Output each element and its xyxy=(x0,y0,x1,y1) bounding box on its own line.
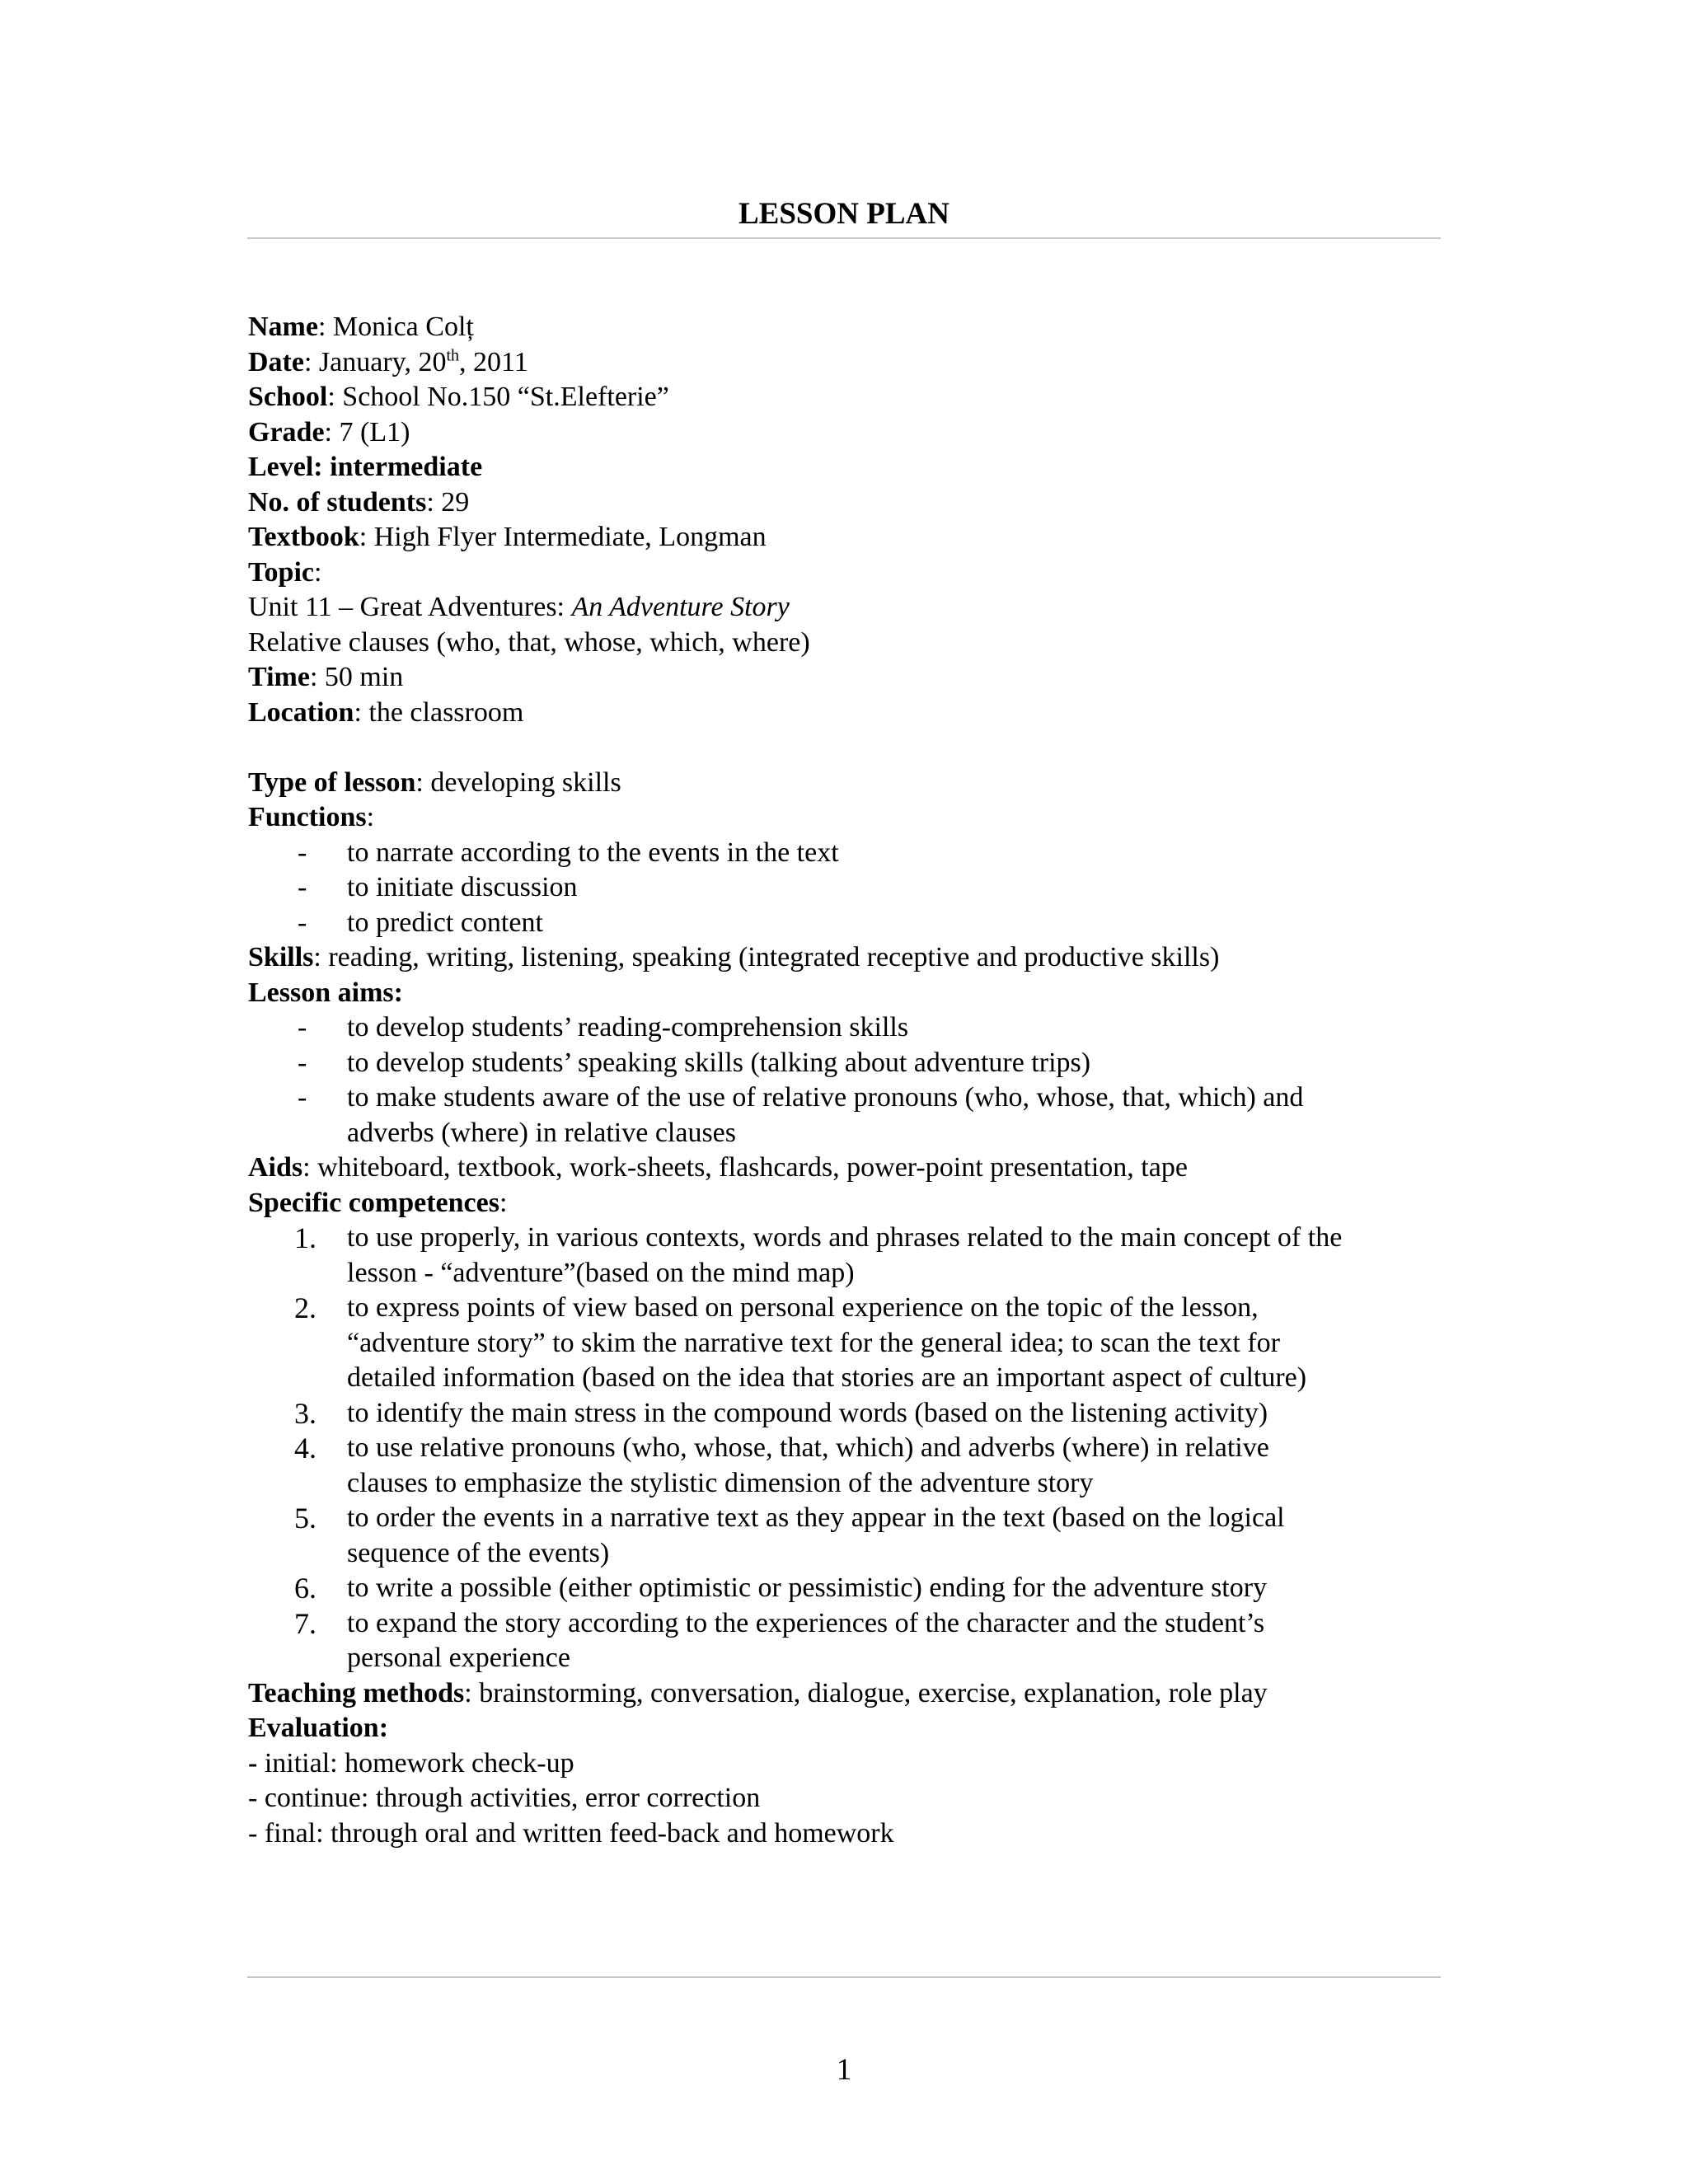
field-date xyxy=(248,345,1443,381)
competence-text: detailed information (based on the idea that stories are an important aspect of culture) xyxy=(347,1362,1307,1393)
competence-item xyxy=(248,1606,1443,1676)
topic-story-title: An Adventure Story xyxy=(571,592,790,622)
field-value: : 7 (L1) xyxy=(324,416,410,448)
bullet-dash: - xyxy=(298,872,307,902)
field-type-of-lesson xyxy=(248,766,1443,801)
list-item-text: to develop students’ reading-comprehension skills xyxy=(347,1012,909,1043)
field-level xyxy=(248,450,1443,485)
field-label: Textbook xyxy=(248,522,359,552)
field-name xyxy=(248,310,1443,345)
page-number: 1 xyxy=(836,2053,852,2087)
competence-text: clauses to emphasize the stylistic dimension of the adventure story xyxy=(347,1467,1094,1498)
competence-text: lesson - “adventure”(based on the mind map) xyxy=(347,1257,855,1288)
topic-text: Relative clauses (who, that, whose, which, where) xyxy=(248,626,810,658)
field-location xyxy=(248,696,1443,731)
competence-text: to use relative pronouns (who, whose, that, which) and adverbs (where) in relative xyxy=(347,1432,1269,1463)
topic-line xyxy=(248,626,1443,661)
field-value: : Monica Colț xyxy=(317,312,474,342)
header-divider xyxy=(247,237,1441,239)
field-label: Lesson aims: xyxy=(248,977,403,1008)
competence-number: 7. xyxy=(294,1606,316,1640)
list-item xyxy=(248,1010,1443,1046)
field-value: : 29 xyxy=(426,486,470,518)
competence-number: 5. xyxy=(294,1502,316,1535)
field-value: : developing skills xyxy=(415,766,621,798)
field-colon: : xyxy=(366,802,375,832)
field-skills xyxy=(248,940,1443,976)
field-students xyxy=(248,485,1443,521)
competence-text: to identify the main stress in the compound words (based on the listening activity) xyxy=(347,1397,1268,1428)
competence-number: 3. xyxy=(294,1396,316,1430)
competence-text: sequence of the events) xyxy=(347,1537,610,1568)
competence-number: 6. xyxy=(294,1572,316,1605)
competence-text: to express points of view based on personal experience on the topic of the lesson, xyxy=(347,1292,1259,1323)
field-value: : whiteboard, textbook, work-sheets, flashcards, power-point presentation, tape xyxy=(302,1152,1188,1183)
evaluation-line xyxy=(248,1746,1443,1782)
list-item xyxy=(248,906,1443,941)
competence-item xyxy=(248,1291,1443,1396)
competence-text: to order the events in a narrative text as they appear in the text (based on the logical xyxy=(347,1502,1285,1533)
competence-text: to expand the story according to the experiences of the character and the student’s xyxy=(347,1607,1265,1638)
field-label: Teaching methods xyxy=(248,1677,465,1708)
field-label: School xyxy=(248,382,328,412)
field-competences xyxy=(248,1186,1443,1221)
field-grade xyxy=(248,415,1443,451)
list-item-text: adverbs (where) in relative clauses xyxy=(347,1117,736,1148)
field-value: , 2011 xyxy=(459,346,528,377)
list-item-text: to narrate according to the events in the text xyxy=(347,837,839,868)
topic-text: Unit 11 – Great Adventures: xyxy=(248,592,572,622)
field-functions xyxy=(248,800,1443,836)
field-value: : January, 20 xyxy=(303,346,447,377)
evaluation-dash: - xyxy=(248,1747,258,1779)
competence-item xyxy=(248,1501,1443,1571)
field-label: Date xyxy=(248,346,304,377)
list-item xyxy=(248,836,1443,871)
list-item-text: to develop students’ speaking skills (talking about adventure trips) xyxy=(347,1047,1091,1078)
topic-line xyxy=(248,590,1443,626)
field-label: Time xyxy=(248,662,310,692)
competence-item xyxy=(248,1221,1443,1291)
list-item xyxy=(248,870,1443,906)
field-label: Location xyxy=(248,696,354,728)
evaluation-text: - final: through oral and written feed-back and homework xyxy=(248,1817,894,1849)
competence-number: 4. xyxy=(294,1432,316,1465)
bullet-dash: - xyxy=(298,1047,307,1078)
competence-item xyxy=(248,1571,1443,1606)
competence-text: to use properly, in various contexts, words and phrases related to the main concept of the xyxy=(347,1222,1343,1253)
field-aids xyxy=(248,1151,1443,1186)
evaluation-line xyxy=(248,1816,1443,1852)
field-label: Topic xyxy=(248,556,315,588)
list-item xyxy=(248,1080,1443,1151)
field-value: : School No.150 “St.Elefterie” xyxy=(327,382,669,412)
evaluation-text: - continue: through activities, error correction xyxy=(248,1783,761,1813)
field-label: Functions xyxy=(248,802,367,832)
footer-divider xyxy=(247,1976,1441,1978)
page-title: LESSON PLAN xyxy=(738,197,950,231)
field-value: : brainstorming, conversation, dialogue, exercise, explanation, role play xyxy=(464,1677,1268,1708)
field-colon: : xyxy=(314,556,322,588)
competence-text: to write a possible (either optimistic or pessimistic) ending for the adventure story xyxy=(347,1572,1268,1603)
field-label: Evaluation: xyxy=(248,1713,389,1743)
field-label: Name xyxy=(248,312,318,342)
lesson-plan-body xyxy=(248,310,1443,1851)
list-item-text: to initiate discussion xyxy=(347,872,578,902)
field-label: Specific competences xyxy=(248,1187,499,1218)
evaluation-line xyxy=(248,1781,1443,1816)
field-colon: : xyxy=(499,1187,508,1218)
list-item-text: to make students aware of the use of relative pronouns (who, whose, that, which) and xyxy=(347,1082,1304,1113)
competence-number: 1. xyxy=(294,1221,316,1254)
list-item xyxy=(248,1046,1443,1081)
field-value: : 50 min xyxy=(309,662,404,692)
field-lesson-aims xyxy=(248,976,1443,1011)
competence-text: “adventure story” to skim the narrative text for the general idea; to scan the text for xyxy=(347,1327,1280,1358)
field-textbook xyxy=(248,520,1443,555)
bullet-dash: - xyxy=(298,837,307,868)
competences-list xyxy=(248,1221,1443,1676)
competence-item xyxy=(248,1431,1443,1501)
section-spacer xyxy=(248,730,1443,766)
competence-item xyxy=(248,1396,1443,1432)
field-topic xyxy=(248,555,1443,591)
field-label: Grade xyxy=(248,416,325,448)
field-school xyxy=(248,380,1443,415)
ordinal-suffix: th xyxy=(446,346,460,365)
field-value: : reading, writing, listening, speaking (integrated receptive and productive skills) xyxy=(313,942,1220,972)
list-item-text: to predict content xyxy=(347,907,543,938)
field-value: : the classroom xyxy=(354,696,524,728)
field-time xyxy=(248,660,1443,696)
evaluation-text: initial: homework check-up xyxy=(257,1747,574,1779)
field-evaluation xyxy=(248,1711,1443,1746)
bullet-dash: - xyxy=(298,1082,307,1113)
field-value: : High Flyer Intermediate, Longman xyxy=(359,522,767,552)
field-label: Type of lesson xyxy=(248,766,416,798)
bullet-dash: - xyxy=(298,1012,307,1043)
field-label: Level: intermediate xyxy=(248,452,483,482)
competence-number: 2. xyxy=(294,1291,316,1324)
field-label: Skills xyxy=(248,942,314,972)
competence-text: personal experience xyxy=(347,1643,570,1673)
field-label: No. of students xyxy=(248,486,427,518)
field-label: Aids xyxy=(248,1152,303,1183)
bullet-dash: - xyxy=(298,907,307,938)
field-teaching-methods xyxy=(248,1676,1443,1712)
